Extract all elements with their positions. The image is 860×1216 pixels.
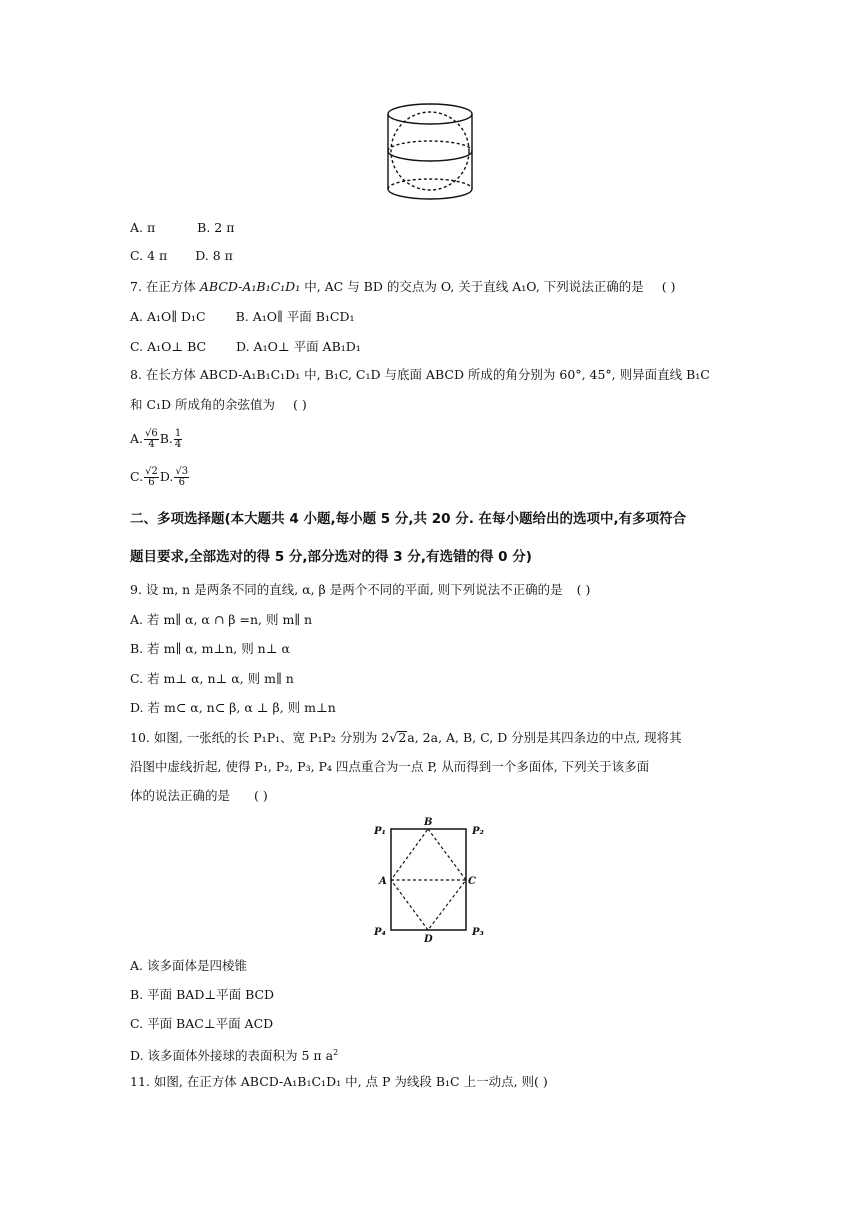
q6-options-row2 — [130, 247, 233, 265]
q8-option-a-num: √6 — [145, 428, 158, 439]
q10-option-a[interactable]: A. 该多面体是四棱锥 — [130, 958, 247, 973]
q8-option-a[interactable] — [130, 428, 160, 450]
q7-cube-name: ABCD-A₁B₁C₁D₁ — [199, 279, 301, 294]
q8-options-row2 — [130, 464, 190, 490]
q9-stem-text: 9. 设 m, n 是两条不同的直线, α, β 是两个不同的平面, 则下列说法不正确的是 — [130, 582, 563, 597]
q7-option-b[interactable]: B. A₁O∥ 平面 B₁CD₁ — [235, 309, 355, 324]
q8-option-c-num: √2 — [145, 466, 158, 477]
q8-option-a-label: A. — [130, 431, 144, 446]
answer-paren: ( ) — [661, 279, 676, 294]
section2-heading-line2: 题目要求,全部选对的得 5 分,部分选对的得 3 分,有选错的得 0 分) — [130, 549, 532, 565]
q8-option-d[interactable] — [159, 466, 190, 488]
q8-stem-line1: 8. 在长方体 ABCD-A₁B₁C₁D₁ 中, B₁C, C₁D 与底面 ABCD 所成的角分别为 60°, 45°, 则异面直线 B₁C — [130, 367, 710, 382]
label-b: B — [424, 817, 433, 828]
q8-option-c-den: 6 — [148, 477, 155, 488]
label-p1: P₁ — [374, 826, 386, 837]
q7-stem — [130, 278, 676, 296]
q8-option-b[interactable] — [159, 428, 184, 450]
q10-option-b[interactable]: B. 平面 BAD⊥平面 BCD — [130, 987, 275, 1002]
q8-option-d-den: 6 — [178, 477, 185, 488]
q8-option-b-label: B. — [159, 431, 173, 446]
answer-paren: ( ) — [534, 1074, 548, 1089]
answer-paren: ( ) — [576, 582, 591, 597]
q7-options-row1 — [130, 308, 355, 326]
q9-option-a[interactable]: A. 若 m∥ α, α ∩ β =n, 则 m∥ n — [130, 612, 313, 627]
q8-option-d-label: D. — [159, 469, 174, 484]
q10-stem-line3-text: 体的说法正确的是 — [130, 788, 231, 803]
label-c: C — [468, 876, 476, 887]
section2-heading-line1: 二、多项选择题(本大题共 4 小题,每小题 5 分,共 20 分. 在每小题给出的选项中,有多项符合 — [130, 511, 687, 527]
q6-options-row1 — [130, 219, 234, 237]
q6-option-c[interactable]: C. 4 π — [130, 248, 168, 263]
q8-stem-line2-text: 和 C₁D 所成角的余弦值为 — [130, 397, 276, 412]
q8-option-b-den: 4 — [174, 439, 182, 450]
q10-line1-pre: 10. 如图, 一张纸的长 P₁P₁、宽 P₁P₂ 分别为 2 — [130, 730, 390, 745]
q7-stem-rest: AC 与 BD 的交点为 O, 关于直线 A₁O, 下列说法正确的是 — [324, 279, 644, 294]
q10-option-d[interactable] — [130, 1044, 338, 1065]
cylinder-sphere-figure — [384, 98, 484, 210]
q9-option-c[interactable]: C. 若 m⊥ α, n⊥ α, 则 m∥ n — [130, 671, 294, 686]
q8-option-d-num: √3 — [175, 466, 189, 477]
label-p3: P₃ — [472, 927, 484, 938]
label-p4: P₄ — [374, 927, 386, 938]
q8-option-a-den: 4 — [148, 439, 155, 450]
q7-options-row2 — [130, 338, 361, 356]
q8-options-row1 — [130, 426, 183, 452]
q9-stem — [130, 581, 590, 599]
q6-option-a[interactable]: A. π — [130, 220, 156, 235]
label-d: D — [424, 934, 433, 944]
q10-line1-post: a, 2a, A, B, C, D 分别是其四条边的中点, 现将其 — [407, 730, 682, 745]
q10-line1-sqrt: 2 — [398, 730, 407, 745]
q11-stem — [130, 1073, 548, 1091]
q8-option-b-num: 1 — [174, 428, 182, 439]
q7-option-a[interactable]: A. A₁O∥ D₁C — [130, 309, 206, 324]
answer-paren: ( ) — [254, 788, 268, 803]
q8-option-c[interactable] — [130, 466, 160, 488]
q10-option-d-sup: 2 — [333, 1048, 339, 1057]
q6-option-b[interactable]: B. 2 π — [197, 220, 235, 235]
paper-fold-figure — [370, 812, 510, 944]
q10-stem-line3 — [130, 787, 268, 805]
label-a: A — [379, 876, 387, 887]
q10-stem-line1: 10. 如图, 一张纸的长 P₁P₁、宽 P₁P₂ 分别为 2√2a, 2a, A, B, C, D 分别是其四条边的中点, 现将其 — [130, 730, 682, 745]
q11-stem-text: 11. 如图, 在正方体 ABCD-A₁B₁C₁D₁ 中, 点 P 为线段 B₁C 上一动点, 则 — [130, 1074, 535, 1089]
q8-option-c-label: C. — [130, 469, 144, 484]
answer-paren: ( ) — [293, 397, 307, 412]
q10-option-c[interactable]: C. 平面 BAC⊥平面 ACD — [130, 1016, 274, 1031]
q7-stem-pre: 7. 在正方体 — [130, 279, 200, 294]
q10-stem-line2: 沿图中虚线折起, 使得 P₁, P₂, P₃, P₄ 四点重合为一点 P, 从而得到一个多面体, 下列关于该多面 — [130, 759, 650, 774]
q7-option-c[interactable]: C. A₁O⊥ BC — [130, 339, 207, 354]
q6-option-d[interactable]: D. 8 π — [195, 248, 233, 263]
q9-option-d[interactable]: D. 若 m⊂ α, n⊂ β, α ⊥ β, 则 m⊥n — [130, 700, 336, 715]
q7-option-d[interactable]: D. A₁O⊥ 平面 AB₁D₁ — [236, 339, 361, 354]
label-p2: P₂ — [472, 826, 484, 837]
q8-stem-line2 — [130, 396, 307, 414]
q7-stem-mid: 中, — [300, 279, 325, 294]
q9-option-b[interactable]: B. 若 m∥ α, m⊥n, 则 n⊥ α — [130, 641, 290, 656]
q10-option-d-text: D. 该多面体外接球的表面积为 5 π a — [130, 1048, 334, 1064]
